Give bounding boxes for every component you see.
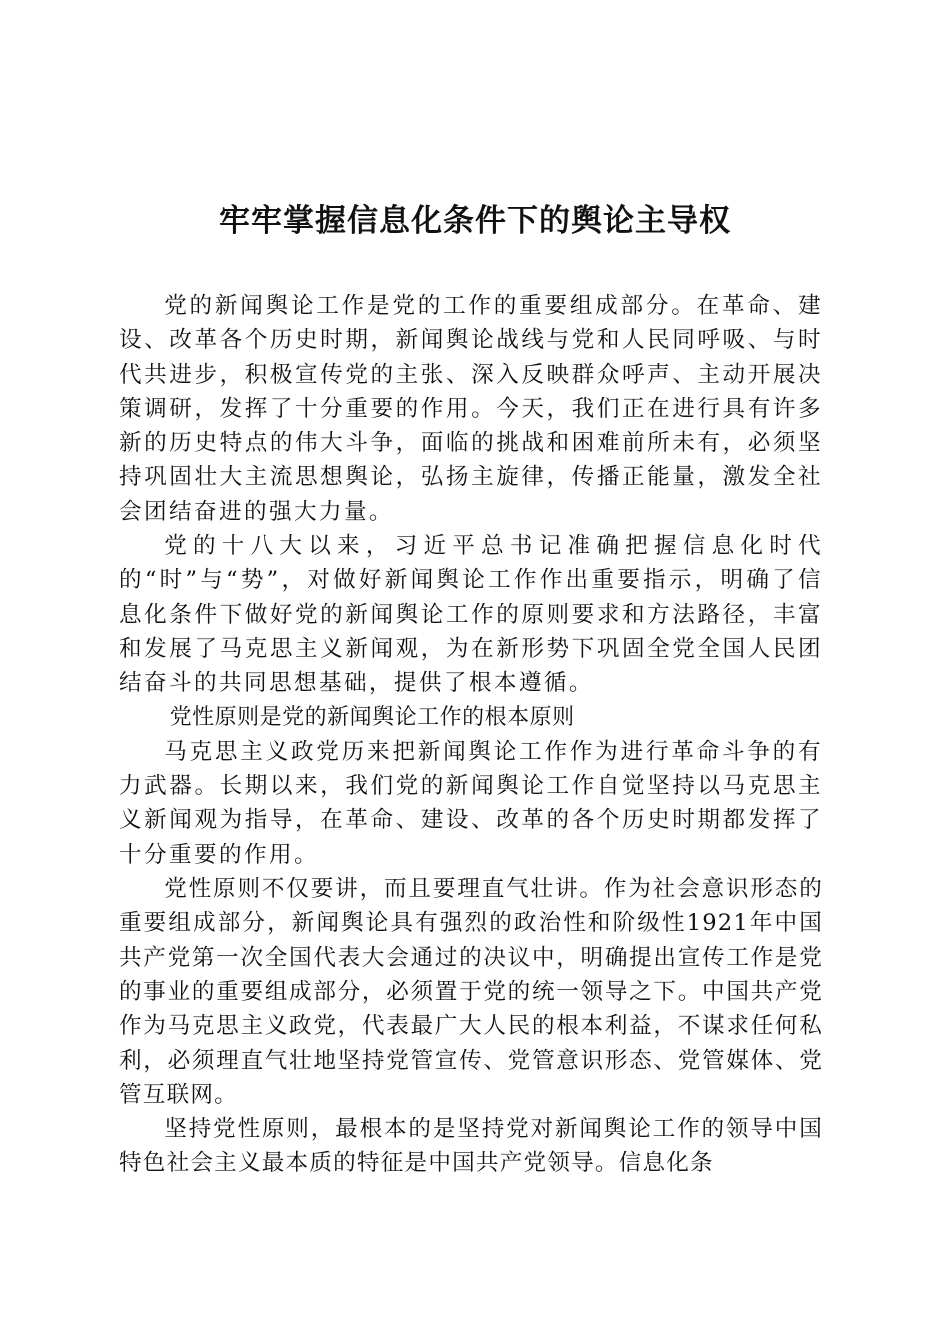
- paragraph-marxist-party: 马克思主义政党历来把新闻舆论工作作为进行革命斗争的有力武器。长期以来，我们党的新闻舆论工作自觉坚持以马克思主义新闻观为指导，在革命、建设、改革的各个历史时期都发挥了十分重要的作用。: [119, 738, 823, 868]
- paragraph-party-principle: 党性原则不仅要讲，而且要理直气壮讲。作为社会意识形态的重要组成部分，新闻舆论具有强烈的政治性和阶级性1921年中国共产党第一次全国代表大会通过的决议中，明确提出宣传工作是党的事业的重要组成部分，必须置于党的统一领导之下。中国共产党作为马克思主义政党，代表最广大人民的根本利益，不谋求任何私利，必须理直气壮地坚持党管宣传、党管意识形态、党管媒体、党管互联网。: [119, 876, 823, 1108]
- document-body: [119, 289, 823, 1181]
- document-title: 牢牢掌握信息化条件下的舆论主导权: [219, 203, 731, 239]
- paragraph-intro: 党的新闻舆论工作是党的工作的重要组成部分。在革命、建设、改革各个历史时期，新闻舆论战线与党和人民同呼吸、与时代共进步，积极宣传党的主张、深入反映群众呼声、主动开展决策调研，发挥了十分重要的作用。今天，我们正在进行具有许多新的历史特点的伟大斗争，面临的挑战和困难前所未有，必须坚持巩固壮大主流思想舆论，弘扬主旋律，传播正能量，激发全社会团结奋进的强大力量。: [119, 293, 823, 525]
- paragraph-since-18th-congress: 党的十八大以来，习近平总书记准确把握信息化时代的“时”与“势”，对做好新闻舆论工作作出重要指示，明确了信息化条件下做好党的新闻舆论工作的原则要求和方法路径，丰富和发展了马克思主义新闻观，为在新形势下巩固全党全国人民团结奋斗的共同思想基础，提供了根本遵循。: [119, 533, 823, 697]
- paragraph-party-leadership: 坚持党性原则，最根本的是坚持党对新闻舆论工作的领导中国特色社会主义最本质的特征是中国共产党领导。信息化条: [119, 1116, 823, 1177]
- section-heading: 党性原则是党的新闻舆论工作的根本原则: [169, 704, 575, 730]
